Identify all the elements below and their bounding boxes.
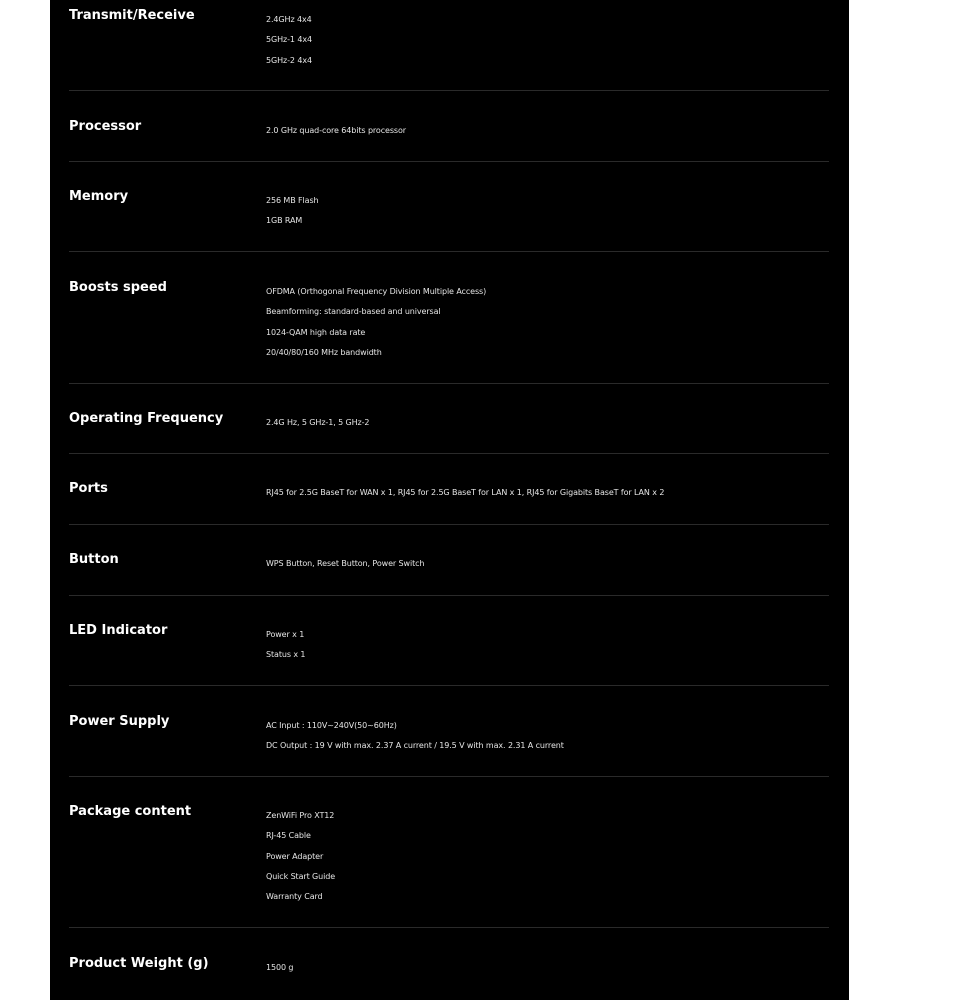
spec-label: Processor — [69, 119, 142, 134]
spec-label: Operating Frequency — [69, 411, 224, 426]
spec-value: 20/40/80/160 MHz bandwidth — [266, 347, 382, 357]
spec-values — [266, 121, 406, 141]
spec-values — [266, 10, 312, 71]
spec-value: DC Output : 19 V with max. 2.37 A current / 19.5 V with max. 2.31 A current — [266, 741, 564, 751]
spec-value: RJ45 for 2.5G BaseT for WAN x 1, RJ45 for 2.5G BaseT for LAN x 1, RJ45 for Gigabits BaseT for LAN x 2 — [266, 488, 665, 497]
spec-row-boosts-speed — [69, 280, 829, 384]
spec-row-processor — [69, 119, 829, 162]
spec-values — [266, 625, 305, 666]
spec-value: 5GHz-2 4x4 — [266, 55, 312, 65]
spec-value: RJ-45 Cable — [266, 831, 311, 841]
spec-values — [266, 716, 564, 757]
spec-label: Power Supply — [69, 714, 170, 729]
spec-label: Product Weight (g) — [69, 956, 209, 971]
spec-value: AC Input : 110V~240V(50~60Hz) — [266, 721, 397, 730]
spec-values — [266, 191, 319, 232]
spec-row-memory — [69, 189, 829, 252]
spec-row-power-supply — [69, 714, 829, 777]
spec-value: 1GB RAM — [266, 216, 303, 226]
spec-value: Power Adapter — [266, 851, 324, 861]
spec-value: WPS Button, Reset Button, Power Switch — [266, 559, 425, 568]
spec-row-led-indicator — [69, 623, 829, 686]
spec-row-transmit-receive — [69, 8, 829, 91]
spec-value: 2.4GHz 4x4 — [266, 15, 312, 24]
spec-values — [266, 554, 424, 574]
spec-value: OFDMA (Orthogonal Frequency Division Multiple Access) — [266, 287, 487, 296]
spec-label: Memory — [69, 189, 129, 204]
spec-label: Boosts speed — [69, 280, 167, 295]
spec-value: ZenWiFi Pro XT12 — [266, 811, 335, 820]
spec-label: LED Indicator — [69, 623, 168, 638]
spec-value: 1500 g — [266, 963, 294, 972]
spec-row-package-content — [69, 804, 829, 928]
spec-value: Warranty Card — [266, 892, 323, 902]
spec-values — [266, 282, 486, 363]
spec-value: Power x 1 — [266, 630, 305, 639]
spec-row-product-weight — [69, 956, 829, 998]
spec-row-button — [69, 552, 829, 596]
spec-values — [266, 958, 293, 978]
spec-value: 2.4G Hz, 5 GHz-1, 5 GHz-2 — [266, 418, 370, 427]
spec-label: Transmit/Receive — [69, 8, 195, 23]
spec-table — [50, 0, 849, 1000]
spec-value: Beamforming: standard-based and universal — [266, 307, 441, 317]
spec-label: Button — [69, 552, 119, 567]
spec-label: Ports — [69, 481, 108, 496]
spec-value: 256 MB Flash — [266, 196, 319, 205]
spec-row-operating-frequency — [69, 411, 829, 454]
spec-value: Quick Start Guide — [266, 871, 336, 881]
spec-value: 1024-QAM high data rate — [266, 327, 366, 337]
spec-value: 2.0 GHz quad-core 64bits processor — [266, 126, 406, 135]
spec-label: Package content — [69, 804, 192, 819]
spec-values — [266, 483, 664, 503]
spec-values — [266, 806, 335, 907]
spec-value: Status x 1 — [266, 650, 306, 660]
spec-row-ports — [69, 481, 829, 525]
spec-value: 5GHz-1 4x4 — [266, 35, 312, 45]
spec-values — [266, 413, 369, 433]
